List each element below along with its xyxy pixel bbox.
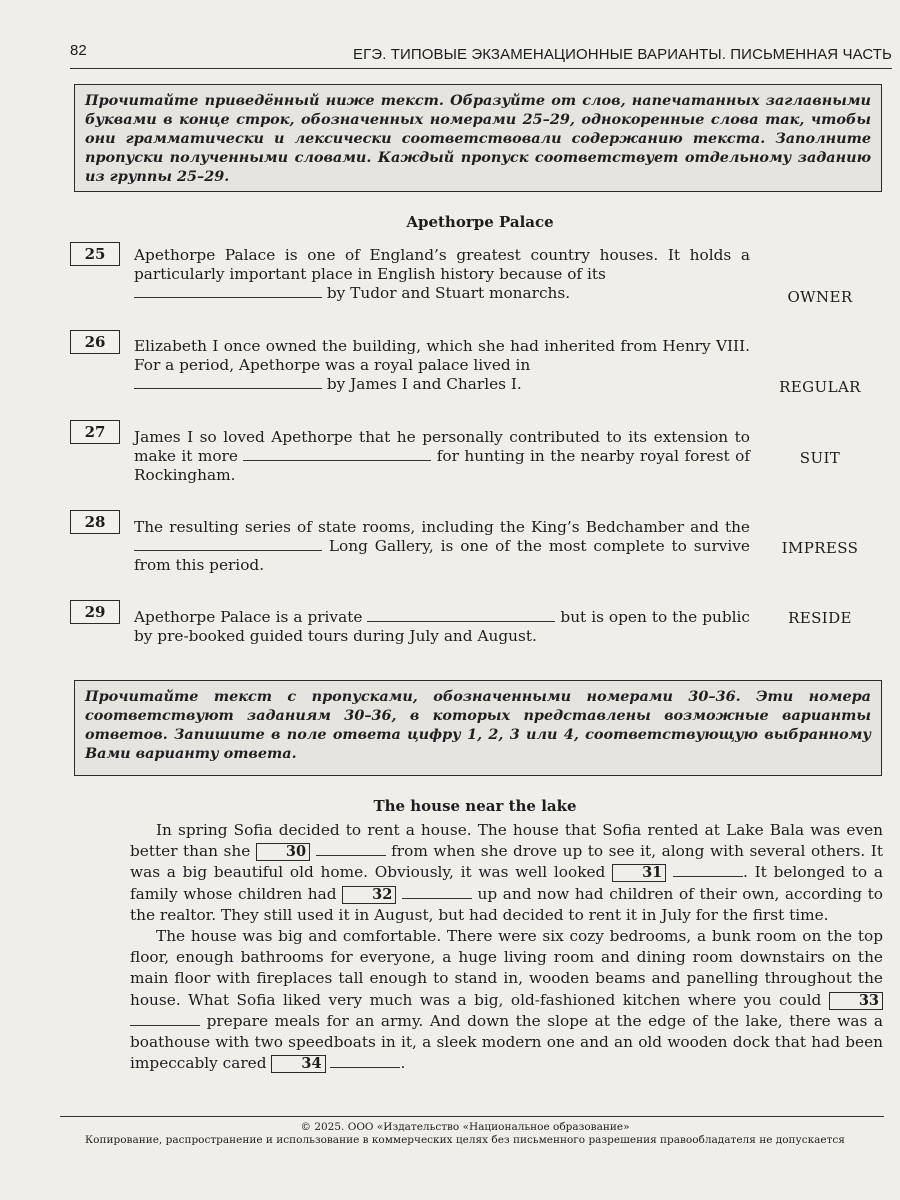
- gap-34: 34: [271, 1055, 325, 1073]
- footer-copyright: © 2025. ООО «Издательство «Национальное образование»: [300, 1121, 630, 1133]
- gap-32-blank[interactable]: [402, 885, 472, 899]
- gap-32: 32: [342, 886, 396, 904]
- task-text-28: The resulting series of state rooms, including the King’s Bedchamber and the Long Gallery, is one of the most complete to survive from this period.: [134, 518, 750, 574]
- task-number-28: 28: [70, 510, 120, 534]
- instructions-box-30-36: Прочитайте текст с пропусками, обозначенными номерами 30–36. Эти номера соответствуют заданиям 30–36, в которых представлены возможные варианты ответов. Запишите в поле ответа цифру 1, 2, 3 или 4, соответствующую выбранному Вами варианту ответа.: [74, 680, 882, 776]
- page-number: 82: [70, 42, 87, 59]
- task-number-26: 26: [70, 330, 120, 354]
- keyword-25: OWNER: [787, 288, 853, 306]
- keyword-29: RESIDE: [788, 609, 852, 627]
- gap-31-blank[interactable]: [673, 863, 743, 877]
- task-text-29: Apethorpe Palace is a private but is open to the public by pre-booked guided tours during July and August.: [134, 608, 750, 645]
- instructions-box-25-29: Прочитайте приведённый ниже текст. Образуйте от слов, напечатанных заглавными буквами в конце строк, обозначенных номерами 25–29, однокоренные слова так, чтобы они грамматически и лексически соответствовали содержанию текста. Заполните пропуски полученными словами. Каждый пропуск соответствует отдельному заданию из группы 25–29.: [74, 84, 882, 192]
- task-text-26: Elizabeth I once owned the building, which she had inherited from Henry VIII. For a period, Apethorpe was a royal palace lived in by James I and Charles I.: [134, 337, 750, 393]
- story-paragraph-1: In spring Sofia decided to rent a house. The house that Sofia rented at Lake Bala was even better than she 30 from when she drove up to see it, along with several others. It was a big beautiful old home. Obviously, it was well looked 31 . It belonged to a family whose children had 32 up and now had children of their own, according to the realtor. They still used it in August, but had decided to rent it in July for the first time.: [130, 821, 883, 924]
- answer-blank-25[interactable]: [134, 284, 322, 298]
- keyword-28: IMPRESS: [781, 539, 859, 557]
- running-title: ЕГЭ. ТИПОВЫЕ ЭКЗАМЕНАЦИОННЫЕ ВАРИАНТЫ. ПИСЬМЕННАЯ ЧАСТЬ: [352, 46, 892, 63]
- task-number-29: 29: [70, 600, 120, 624]
- answer-blank-28[interactable]: [134, 537, 322, 551]
- task-number-25: 25: [70, 242, 120, 266]
- footer-rule: [60, 1116, 884, 1117]
- task-text-27: James I so loved Apethorpe that he personally contributed to its extension to make it more for hunting in the nearby royal forest of Rockingham.: [134, 428, 750, 484]
- gap-30-blank[interactable]: [316, 842, 386, 856]
- story-text: [130, 820, 883, 1074]
- gap-34-blank[interactable]: [330, 1054, 400, 1068]
- story-title: The house near the lake: [373, 797, 577, 815]
- answer-blank-29[interactable]: [367, 608, 555, 622]
- keyword-26: REGULAR: [779, 378, 861, 396]
- answer-blank-26[interactable]: [134, 375, 322, 389]
- footer-notice: Копирование, распространение и использование в коммерческих целях без письменного разрешения правообладателя не допускается: [85, 1134, 845, 1146]
- gap-33: 33: [829, 992, 883, 1010]
- gap-33-blank[interactable]: [130, 1012, 200, 1026]
- story-paragraph-2: The house was big and comfortable. There were six cozy bedrooms, a bunk room on the top floor, enough bathrooms for everyone, a huge living room and dining room downstairs on the main floor with fireplaces tall enough to stand in, wooden beams and panelling throughout the house. What Sofia liked very much was a big, old-fashioned kitchen where you could 33 prepare meals for an army. And down the slope at the edge of the lake, there was a boathouse with two speedboats in it, a sleek modern one and an old wooden dock that had been impeccably cared 34 .: [130, 927, 883, 1073]
- task-text-25: Apethorpe Palace is one of England’s greatest country houses. It holds a particularly important place in English history because of its by Tudor and Stuart monarchs.: [134, 246, 750, 302]
- header-rule: [70, 68, 892, 69]
- passage-title: Apethorpe Palace: [406, 213, 554, 231]
- keyword-27: SUIT: [799, 449, 841, 467]
- gap-30: 30: [256, 843, 310, 861]
- answer-blank-27[interactable]: [243, 447, 431, 461]
- task-number-27: 27: [70, 420, 120, 444]
- gap-31: 31: [612, 864, 666, 882]
